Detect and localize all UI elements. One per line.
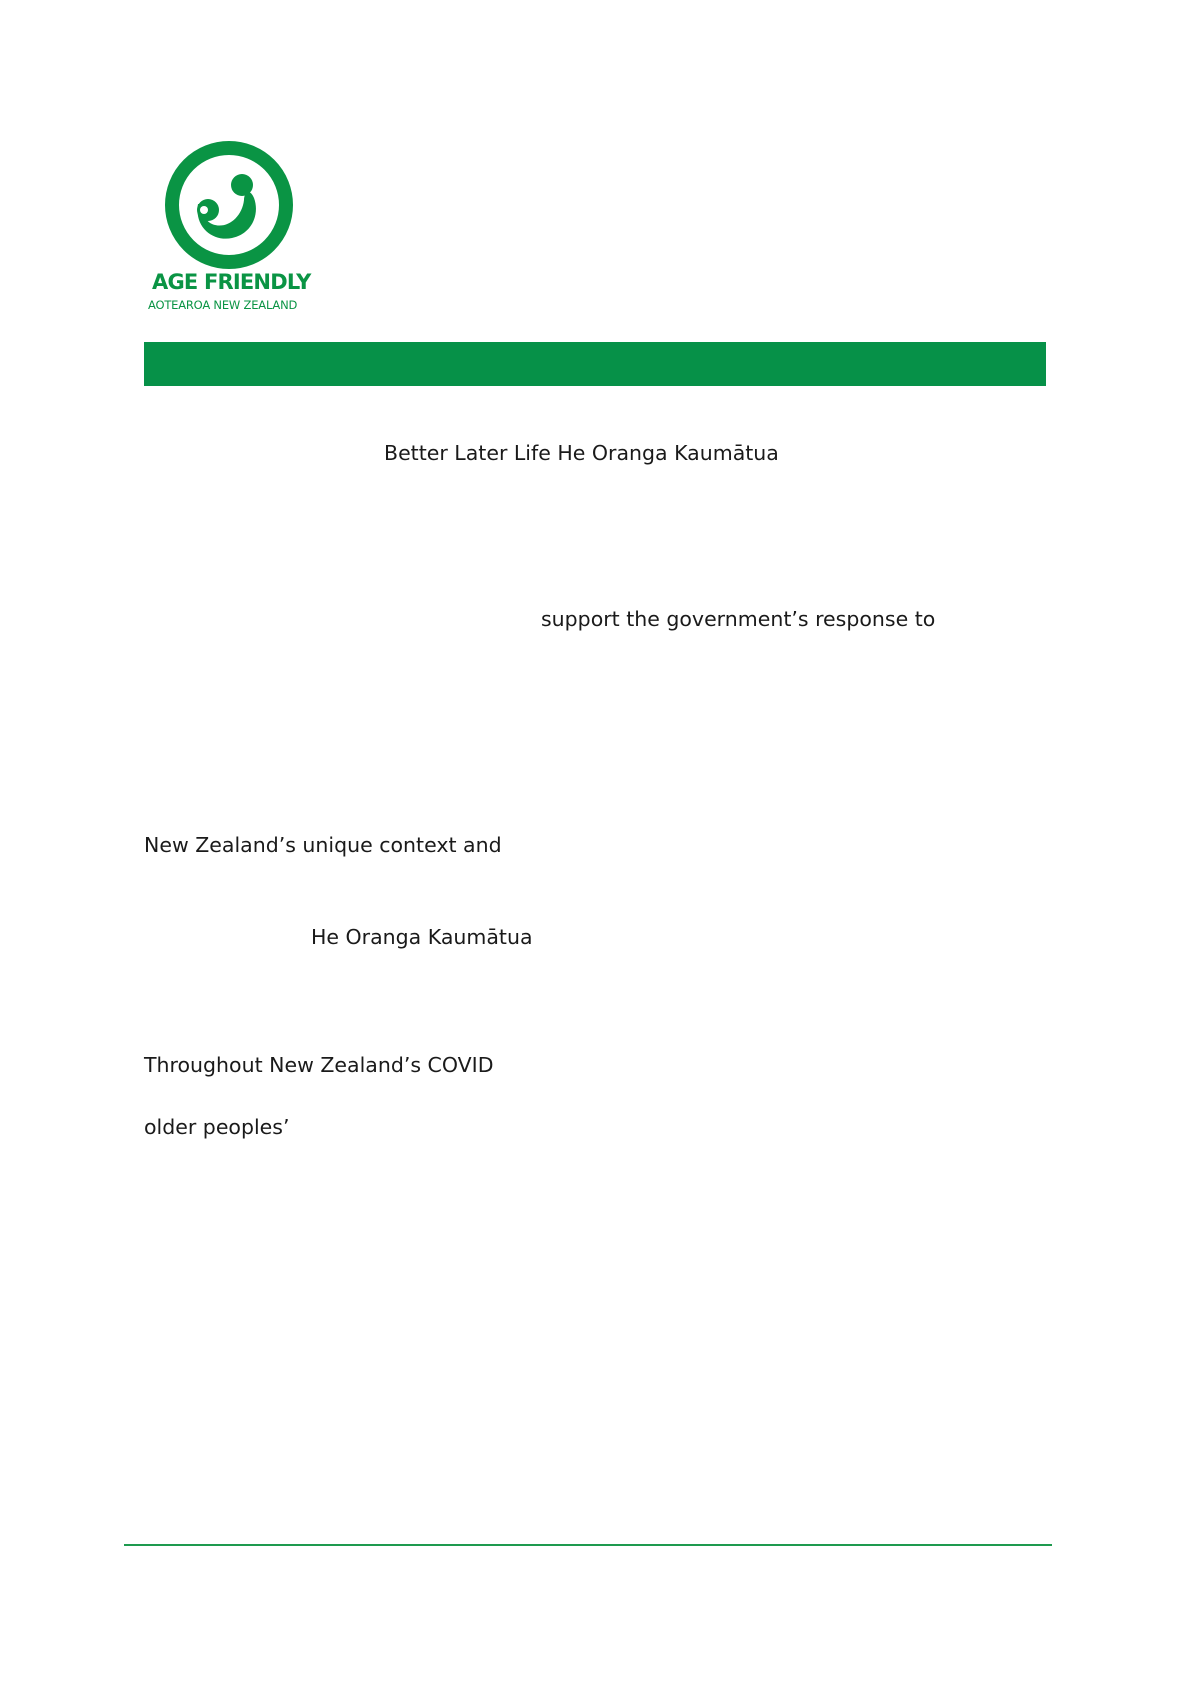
logo-title: AGE FRIENDLY xyxy=(152,270,311,294)
text-fragment-4: He Oranga Kaumātua xyxy=(311,925,533,949)
logo-subtitle: AOTEAROA NEW ZEALAND xyxy=(148,298,298,312)
koru-logo-icon xyxy=(164,140,294,270)
footer-divider xyxy=(124,1544,1052,1546)
text-fragment-5: Throughout New Zealand’s COVID xyxy=(144,1053,494,1077)
text-fragment-3: New Zealand’s unique context and xyxy=(144,833,502,857)
header-bar xyxy=(144,342,1046,386)
text-fragment-6: older peoples’ xyxy=(144,1115,290,1139)
text-fragment-2: support the government’s response to xyxy=(541,607,936,631)
age-friendly-logo xyxy=(146,140,316,312)
text-fragment-1: Better Later Life He Oranga Kaumātua xyxy=(384,441,779,465)
